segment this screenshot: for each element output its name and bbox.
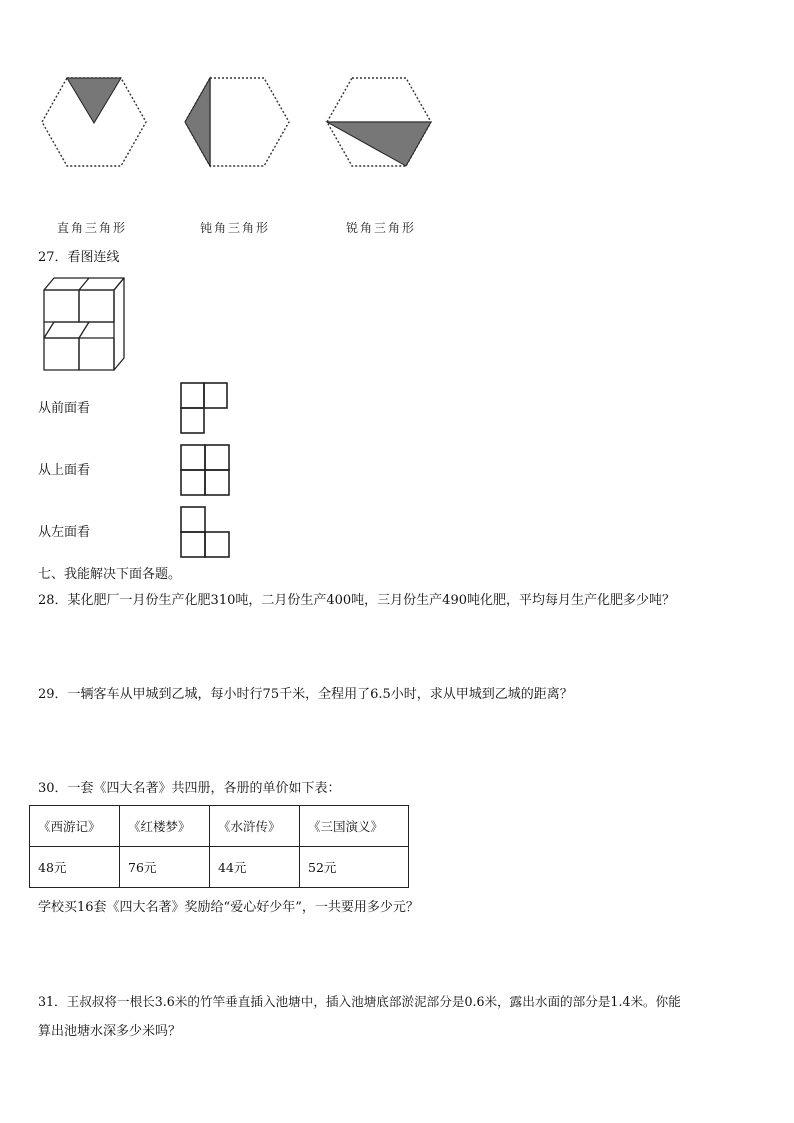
question-30-intro: 30．一套《四大名著》共四册，各册的单价如下表： (38, 781, 341, 796)
question-31-line1: 31．王叔叔将一根长3.6米的竹竿垂直插入池塘中，插入池塘底部淤泥部分是0.6米，露出水面的部分是1.4米。你能 (38, 994, 681, 1009)
question-30-question: 学校买16套《四大名著》奖励给“爱心好少年”，一共要用多少元？ (38, 900, 419, 915)
table-cell-title: 《红楼梦》 (120, 806, 210, 847)
view-top-label: 从上面看 (38, 463, 91, 478)
question-31-line2: 算出池塘水深多少米吗？ (38, 1024, 182, 1039)
view-grid-top-shape (180, 444, 232, 498)
view-grid-left-shape (180, 506, 232, 560)
caption-right-triangle: 直角三角形 (57, 221, 128, 235)
table-cell-price: 48元 (30, 847, 120, 888)
view-front-label: 从前面看 (38, 401, 91, 416)
table-cell-title: 《三国演义》 (300, 806, 409, 847)
hexagon-obtuse-triangle-figure (183, 76, 291, 168)
table-row (30, 847, 409, 888)
question-29: 29．一辆客车从甲城到乙城，每小时行75千米，全程用了6.5小时，求从甲城到乙城的距离？ (38, 687, 573, 702)
caption-obtuse-triangle: 钝角三角形 (200, 221, 271, 235)
section-7-heading: 七、我能解决下面各题。 (38, 567, 182, 582)
table-cell-price: 52元 (300, 847, 409, 888)
cube-stack-figure (38, 276, 134, 374)
view-left-label: 从左面看 (38, 525, 91, 540)
book-price-table (29, 805, 409, 888)
view-grid-front-shape (180, 382, 230, 436)
table-row (30, 806, 409, 847)
question-28: 28．某化肥厂一月份生产化肥310吨，二月份生产400吨，三月份生产490吨化肥，平均每月生产化肥多少吨？ (38, 593, 675, 608)
hexagon-acute-triangle-figure (325, 76, 433, 168)
caption-acute-triangle: 锐角三角形 (346, 221, 417, 235)
hexagon-right-triangle-figure (40, 76, 148, 168)
table-cell-price: 76元 (120, 847, 210, 888)
table-cell-title: 《西游记》 (30, 806, 120, 847)
question-27-title: 27．看图连线 (38, 250, 120, 265)
table-cell-title: 《水浒传》 (210, 806, 300, 847)
table-cell-price: 44元 (210, 847, 300, 888)
